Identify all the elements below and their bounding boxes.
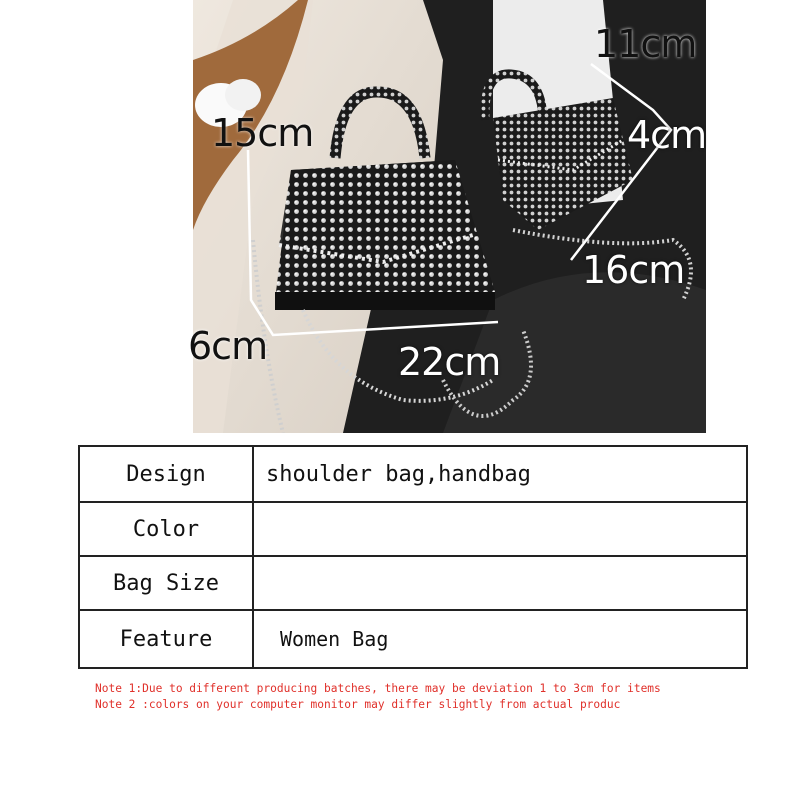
- spec-label-color: Color: [79, 502, 253, 556]
- table-row: [79, 446, 747, 502]
- table-row: [79, 556, 747, 610]
- note-1: Note 1:Due to different producing batches, there may be deviation 1 to 3cm for items: [95, 682, 661, 695]
- spec-value-bag-size: [253, 556, 747, 610]
- spec-label-design: Design: [79, 446, 253, 502]
- spec-table: [78, 445, 748, 669]
- dimension-label-15cm: 15cm: [211, 111, 314, 155]
- spec-value-feature: Women Bag: [253, 610, 747, 668]
- notes-block: [95, 681, 775, 713]
- dimension-label-6cm: 6cm: [188, 324, 268, 368]
- spec-label-bag-size: Bag Size: [79, 556, 253, 610]
- table-row: [79, 610, 747, 668]
- dimension-label-16cm: 16cm: [582, 248, 685, 292]
- spec-label-feature: Feature: [79, 610, 253, 668]
- dimension-label-11cm: 11cm: [594, 22, 697, 66]
- dimension-label-22cm: 22cm: [398, 340, 501, 384]
- dimension-label-4cm: 4cm: [627, 113, 707, 157]
- table-row: [79, 502, 747, 556]
- note-2: Note 2 :colors on your computer monitor may differ slightly from actual produc: [95, 698, 621, 711]
- spec-value-color: [253, 502, 747, 556]
- spec-value-design: shoulder bag,handbag: [253, 446, 747, 502]
